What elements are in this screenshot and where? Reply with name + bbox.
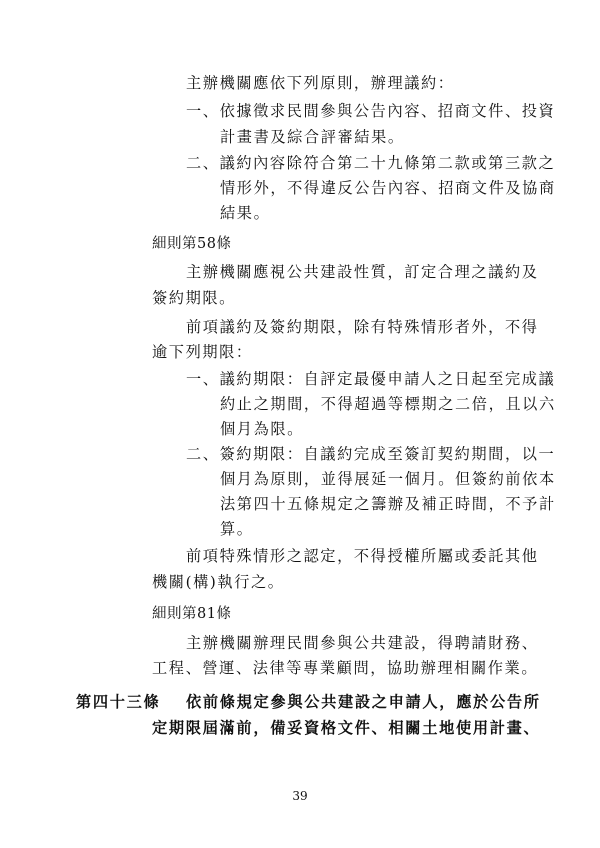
rule-58-item-2-line-4: 算。	[220, 520, 254, 538]
rule-58-para-2-line-1: 前項議約及簽約期限，除有特殊情形者外，不得	[186, 318, 539, 336]
rule-81-para-line-2: 工程、營運、法律等專業顧問，協助辦理相關作業。	[152, 659, 539, 677]
rule-58-item-1-line-2: 約止之期間，不得超過等標期之二倍，且以六	[220, 395, 556, 413]
rule-81-label: 細則第81條	[152, 606, 232, 622]
principle-1-line-2: 計畫書及綜合評審結果。	[220, 128, 405, 146]
intro-line: 主辦機關應依下列原則，辦理議約：	[186, 74, 455, 92]
rule-58-label: 細則第58條	[152, 236, 232, 252]
rule-58-item-2-line-2: 個月為原則，並得展延一個月。但簽約前依本	[220, 470, 556, 488]
article-43-line-2: 定期限屆滿前，備妥資格文件、相關土地使用計畫、	[152, 719, 541, 737]
rule-58-para-2-line-2: 逾下列期限：	[152, 343, 253, 361]
article-43-line-1: 依前條規定參與公共建設之申請人，應於公告所	[186, 693, 541, 711]
principle-1-line-1: 一、依據徵求民間參與公告內容、招商文件、投資	[186, 102, 556, 120]
principle-2-line-1: 二、議約內容除符合第二十九條第二款或第三款之	[186, 154, 556, 172]
rule-58-para-1-line-2: 簽約期限。	[152, 289, 236, 307]
rule-58-item-1-line-1: 一、議約期限：自評定最優申請人之日起至完成議	[186, 370, 556, 388]
page-number: 39	[292, 789, 308, 803]
rule-58-item-2-line-3: 法第四十五條規定之籌辦及補正時間，不予計	[220, 495, 556, 513]
principle-2-line-3: 結果。	[220, 204, 271, 222]
rule-58-item-2-line-1: 二、簽約期限：自議約完成至簽訂契約期間，以一	[186, 445, 556, 463]
rule-58-para-3-line-1: 前項特殊情形之認定，不得授權所屬或委託其他	[186, 547, 539, 565]
rule-58-para-1-line-1: 主辦機關應視公共建設性質，訂定合理之議約及	[186, 263, 539, 281]
rule-58-item-1-line-3: 個月為限。	[220, 420, 304, 438]
rule-58-para-3-line-2: 機關(構)執行之。	[152, 573, 285, 591]
article-43-heading: 第四十三條	[76, 693, 161, 711]
principle-2-line-2: 情形外，不得違反公告內容、招商文件及協商	[220, 179, 556, 197]
rule-81-para-line-1: 主辦機關辦理民間參與公共建設，得聘請財務、	[186, 634, 539, 652]
